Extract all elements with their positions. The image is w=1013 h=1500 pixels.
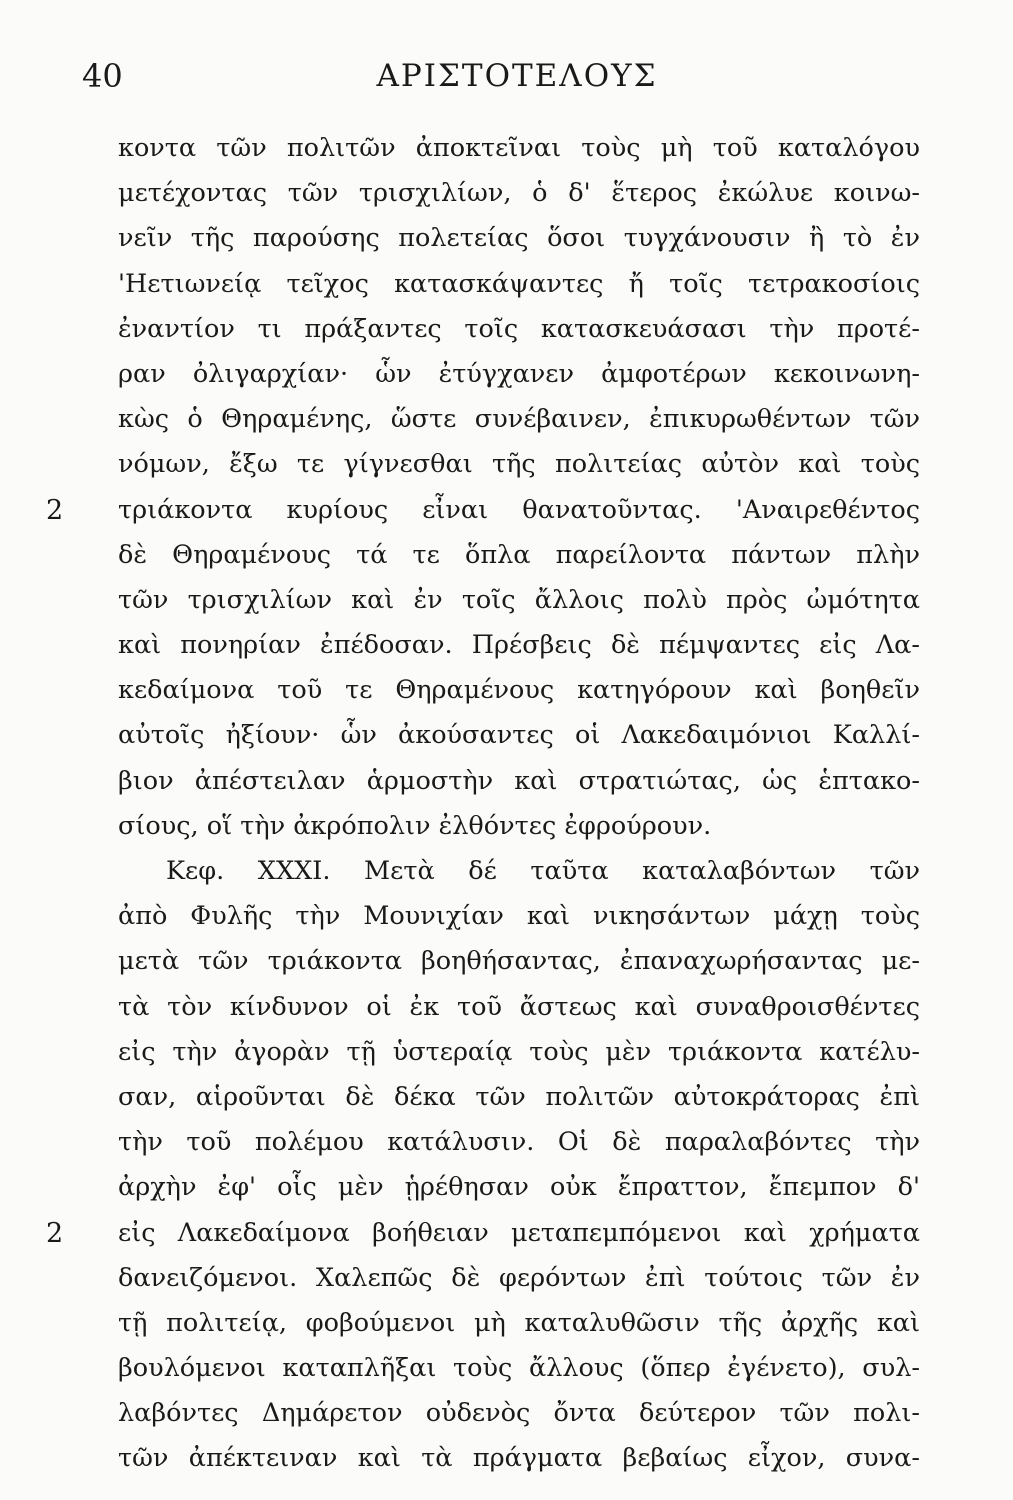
line-text: καὶ πονηρίαν ἐπέδοσαν. Πρέσβεις δὲ πέμψαντες εἰς Λα- <box>118 630 920 661</box>
line-text: τῶν ἀπέκτειναν καὶ τὰ πράγματα βεβαίως εἶχον, συνα- <box>118 1443 920 1474</box>
section-number: 2 <box>46 494 64 526</box>
page-header <box>82 56 952 100</box>
line-text: τὰ τὸν κίνδυνον οἱ ἐκ τοῦ ἄστεως καὶ συναθροισθέντες <box>118 991 920 1022</box>
line-text: αὐτοῖς ἠξίουν· ὧν ἀκούσαντες οἱ Λακεδαιμόνιοι Καλλί- <box>118 720 920 751</box>
text-line <box>118 442 920 487</box>
body-text <box>46 126 920 1482</box>
line-text: εἰς Λακεδαίμονα βοήθειαν μεταπεμπόμενοι καὶ χρήματα <box>118 1217 920 1248</box>
running-title: ΑΡΙΣΤΟΤΕΛΟΥΣ <box>376 58 658 94</box>
text-line <box>118 1120 920 1165</box>
line-text: κεδαίμονα τοῦ τε Θηραμένους κατηγόρουν καὶ βοηθεῖν <box>118 675 920 706</box>
text-line <box>118 1075 920 1120</box>
line-text: Κεφ. ΧΧΧΙ. Μετὰ δέ ταῦτα καταλαβόντων τῶν <box>166 856 920 886</box>
text-line <box>118 985 920 1030</box>
text-line <box>46 488 920 533</box>
text-line <box>118 623 920 668</box>
line-text: ραν ὀλιγαρχίαν· ὧν ἐτύγχανεν ἀμφοτέρων κεκοινωνη- <box>118 358 920 389</box>
text-line <box>118 894 920 939</box>
text-line <box>118 397 920 442</box>
section-number: 2 <box>46 1217 64 1249</box>
text-line <box>118 533 920 578</box>
line-text: ἀπὸ Φυλῆς τὴν Μουνιχίαν καὶ νικησάντων μάχῃ τοὺς <box>118 901 920 932</box>
text-line <box>118 216 920 261</box>
text-line <box>118 849 920 894</box>
text-line <box>118 713 920 758</box>
text-line <box>118 1165 920 1210</box>
text-line <box>118 1301 920 1346</box>
text-line <box>118 1391 920 1436</box>
line-text: νεῖν τῆς παρούσης πολετείας ὅσοι τυγχάνουσιν ἢ τὸ ἐν <box>118 223 920 254</box>
text-line <box>118 126 920 171</box>
line-text: δὲ Θηραμένους τά τε ὅπλα παρείλοντα πάντων πλὴν <box>118 539 920 570</box>
text-line <box>118 307 920 352</box>
line-text: λαβόντες Δημάρετον οὐδενὸς ὄντα δεύτερον τῶν πολι- <box>118 1398 920 1429</box>
text-line <box>118 804 920 849</box>
line-text: τῶν τρισχιλίων καὶ ἐν τοῖς ἄλλοις πολὺ πρὸς ὠμότητα <box>118 584 920 615</box>
line-text: νόμων, ἔξω τε γίγνεσθαι τῆς πολιτείας αὐτὸν καὶ τοὺς <box>118 449 920 480</box>
line-text: σίους, οἵ τὴν ἀκρόπολιν ἐλθόντες ἐφρούρουν. <box>118 810 712 841</box>
text-line <box>118 1346 920 1391</box>
line-text: τῇ πολιτείᾳ, φοβούμενοι μὴ καταλυθῶσιν τῆς ἀρχῆς καὶ <box>118 1307 920 1338</box>
line-text: τὴν τοῦ πολέμου κατάλυσιν. Οἱ δὲ παραλαβόντες τὴν <box>118 1127 920 1158</box>
line-text: κὼς ὁ Θηραμένης, ὥστε συνέβαινεν, ἐπικυρωθέντων τῶν <box>118 404 920 435</box>
text-line <box>118 1256 920 1301</box>
text-line <box>118 939 920 984</box>
line-text: ἀρχὴν ἐφ' οἷς μὲν ᾑρέθησαν οὐκ ἔπραττον, ἔπεμπον δ' <box>118 1172 920 1203</box>
text-line <box>118 352 920 397</box>
text-line <box>118 262 920 307</box>
line-text: βουλόμενοι καταπλῆξαι τοὺς ἄλλους (ὅπερ ἐγένετο), συλ- <box>118 1353 920 1384</box>
line-text: κοντα τῶν πολιτῶν ἀποκτεῖναι τοὺς μὴ τοῦ καταλόγου <box>118 133 920 163</box>
page-number: 40 <box>82 57 123 95</box>
line-text: ἐναντίον τι πράξαντες τοῖς κατασκευάσασι τὴν προτέ- <box>118 313 920 344</box>
line-text: δανειζόμενοι. Χαλεπῶς δὲ φερόντων ἐπὶ τούτοις τῶν ἐν <box>118 1262 920 1293</box>
text-line <box>118 668 920 713</box>
text-line <box>118 171 920 216</box>
line-text: 'Ηετιωνείᾳ τεῖχος κατασκάψαντες ἤ τοῖς τετρακοσίοις <box>118 268 920 299</box>
text-line <box>118 1436 920 1481</box>
line-text: μετέχοντας τῶν τρισχιλίων, ὁ δ' ἕτερος ἐκώλυε κοινω- <box>118 178 920 209</box>
line-text: σαν, αἱροῦνται δὲ δέκα τῶν πολιτῶν αὐτοκράτορας ἐπὶ <box>118 1081 920 1112</box>
line-text: μετὰ τῶν τριάκοντα βοηθήσαντας, ἐπαναχωρήσαντας με- <box>118 946 920 977</box>
line-text: εἰς τὴν ἀγορὰν τῇ ὑστεραίᾳ τοὺς μὲν τριάκοντα κατέλυ- <box>118 1036 920 1067</box>
line-text: βιον ἀπέστειλαν ἁρμοστὴν καὶ στρατιώτας, ὡς ἑπτακο- <box>118 765 920 796</box>
line-text: τριάκοντα κυρίους εἶναι θανατοῦντας. 'Αναιρεθέντος <box>118 494 920 525</box>
text-line <box>118 759 920 804</box>
text-line <box>118 1030 920 1075</box>
text-line <box>46 1211 920 1256</box>
text-line <box>118 578 920 623</box>
